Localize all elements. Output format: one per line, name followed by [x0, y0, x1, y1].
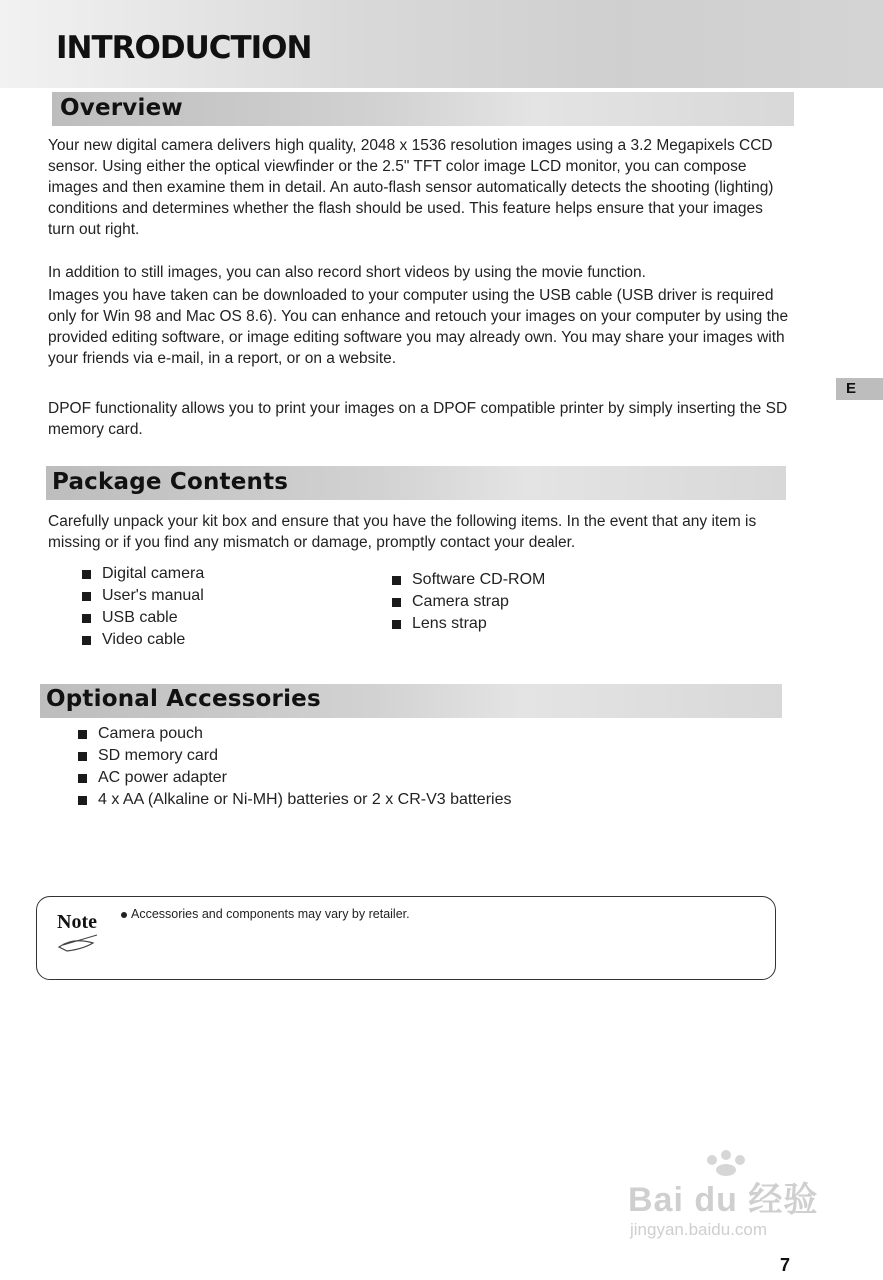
list-item: Camera strap	[390, 591, 545, 613]
bullet-icon	[78, 774, 87, 783]
list-item: SD memory card	[76, 745, 511, 767]
list-item: Lens strap	[390, 613, 545, 635]
language-tab: E	[836, 378, 883, 400]
package-heading: Package Contents	[52, 469, 289, 495]
bullet-icon	[82, 636, 91, 645]
package-list-left	[80, 563, 204, 651]
watermark	[628, 1150, 838, 1250]
page-title: INTRODUCTION	[56, 30, 312, 66]
bullet-icon	[78, 730, 87, 739]
list-item: Video cable	[80, 629, 204, 651]
package-list-right	[390, 569, 545, 635]
accessories-heading: Optional Accessories	[46, 686, 321, 712]
watermark-brand: Bai du 经验	[628, 1181, 819, 1219]
bullet-icon	[392, 620, 401, 629]
list-item: Camera pouch	[76, 723, 511, 745]
list-item: Digital camera	[80, 563, 204, 585]
note-text: Accessories and components may vary by retailer.	[121, 907, 410, 921]
note-label: Note	[57, 911, 97, 933]
bullet-icon	[82, 614, 91, 623]
list-item: User's manual	[80, 585, 204, 607]
bullet-icon	[78, 752, 87, 761]
overview-paragraph: In addition to still images, you can also record short videos by using the movie function.	[48, 264, 646, 281]
list-item: 4 x AA (Alkaline or Ni-MH) batteries or 2 x CR-V3 batteries	[76, 789, 511, 811]
note-box	[36, 896, 776, 980]
accessories-list	[76, 723, 511, 811]
list-item: Software CD-ROM	[390, 569, 545, 591]
overview-paragraph: Images you have taken can be downloaded to your computer using the USB cable (USB driver is required only for Win 98 and Mac OS 8.6). You can enhance and retouch your images on your computer by using the provided editing software, or image editing software you may already own. You may share your images with your friends via e-mail, in a report, or on a website.	[48, 287, 789, 367]
bullet-icon	[78, 796, 87, 805]
list-item: AC power adapter	[76, 767, 511, 789]
bullet-icon	[82, 592, 91, 601]
bullet-icon	[392, 576, 401, 585]
package-intro: Carefully unpack your kit box and ensure that you have the following items. In the event that any item is missing or if you find any mismatch or damage, promptly contact your dealer.	[48, 513, 757, 551]
overview-paragraph: DPOF functionality allows you to print your images on a DPOF compatible printer by simply inserting the SD memory card.	[48, 400, 788, 438]
list-item: USB cable	[80, 607, 204, 629]
bullet-icon	[82, 570, 91, 579]
note-bullet-icon	[121, 912, 127, 918]
overview-heading: Overview	[60, 95, 183, 121]
overview-paragraph: Your new digital camera delivers high quality, 2048 x 1536 resolution images using a 3.2 Megapixels CCD sensor. Using either the optical viewfinder or the 2.5" TFT color image LCD monitor, you can compose images and then examine them in detail. An auto-flash sensor automatically detects the shooting (lighting) conditions and determines whether the flash should be used. This feature helps ensure that your images turn out right.	[48, 137, 774, 238]
watermark-url: jingyan.baidu.com	[630, 1220, 768, 1239]
page-number: 7	[780, 1255, 791, 1275]
bullet-icon	[392, 598, 401, 607]
